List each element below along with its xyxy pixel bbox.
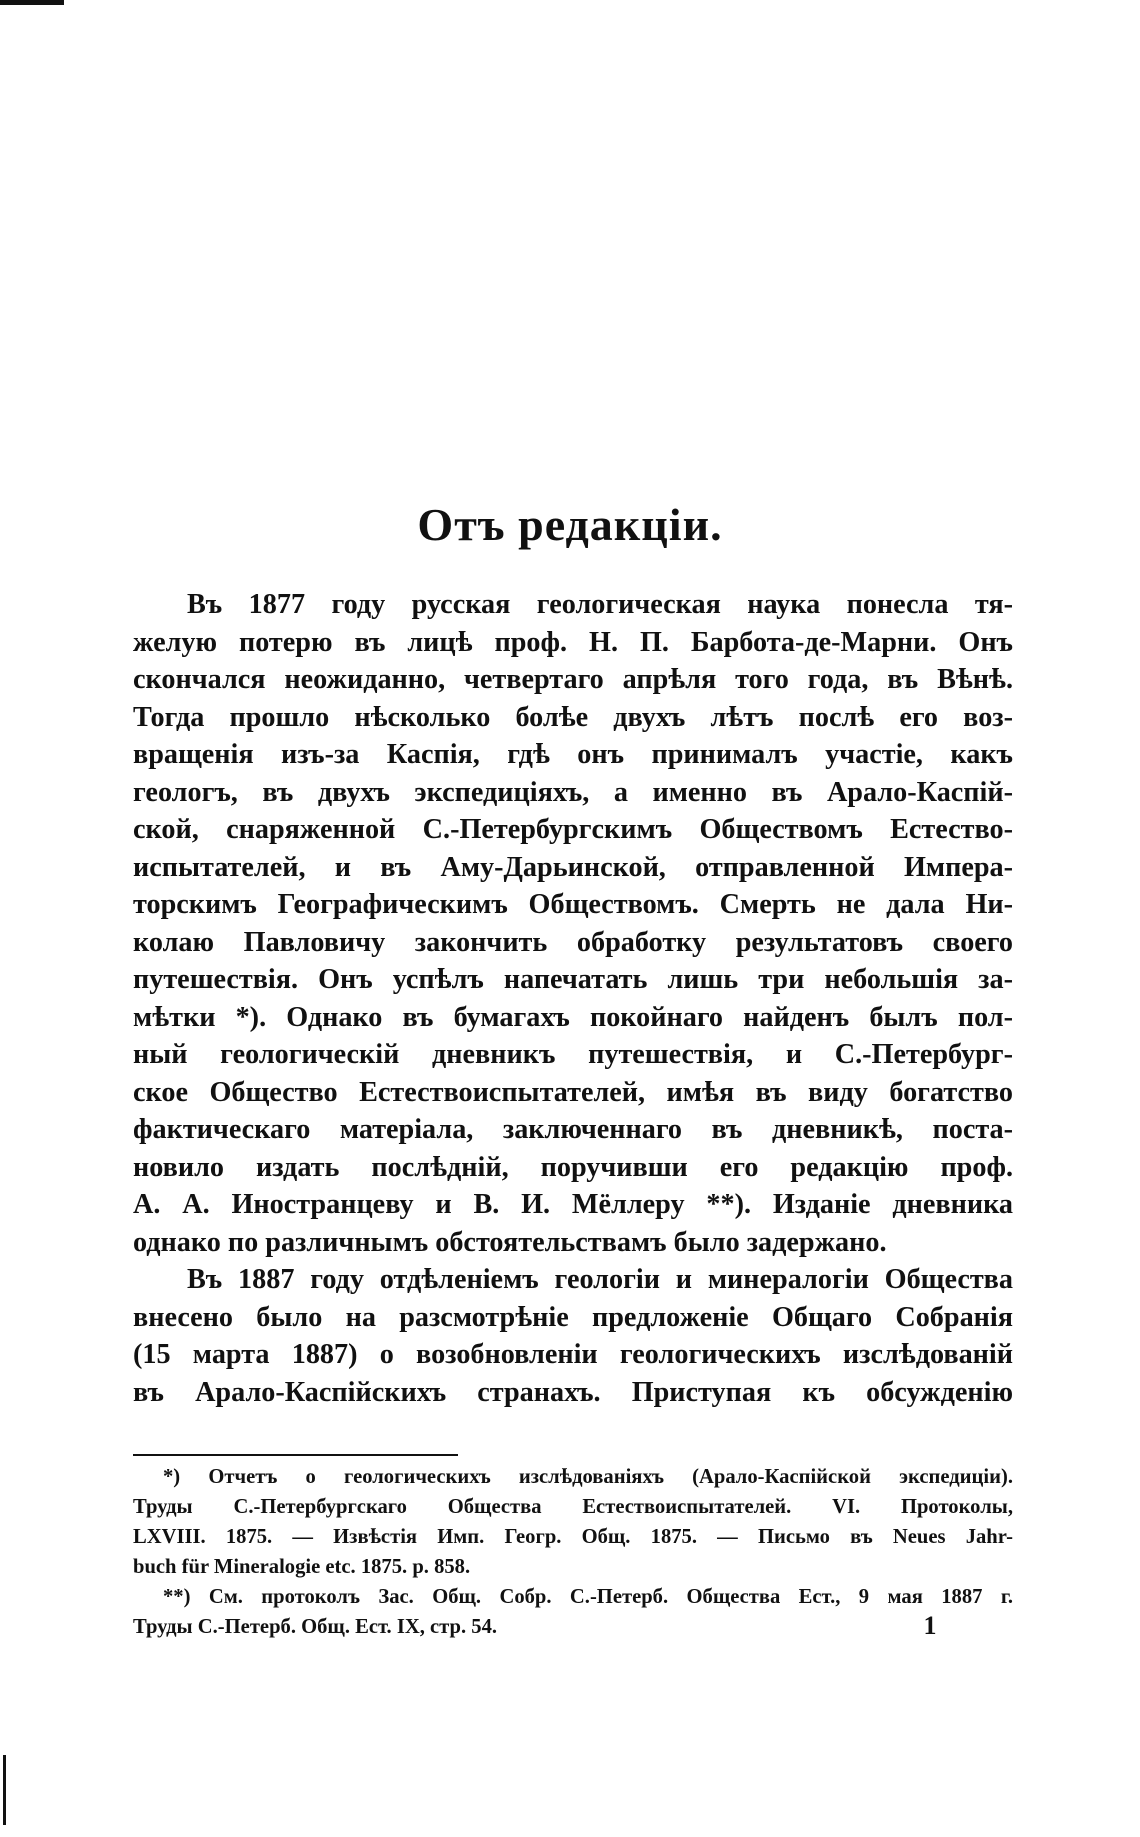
text-line: ный геологическій дневникъ путешествія, и С.-Петербург- [133, 1039, 1013, 1070]
footnote-line: **) См. протоколъ Зас. Общ. Собр. С.-Петерб. Общества Ест., 9 мая 1887 г. [163, 1586, 1013, 1608]
text-line: ской, снаряженной С.-Петербургскимъ Обществомъ Естество- [133, 814, 1013, 845]
text-line: желую потерю въ лицѣ проф. Н. П. Барбота-де-Марни. Онъ [133, 626, 1013, 658]
text-line: Въ 1877 году русская геологическая наука понесла тя- [187, 589, 1013, 620]
text-line: однако по различнымъ обстоятельствамъ было задержано. [133, 1226, 887, 1258]
text-line: вращенія изъ-за Каспія, гдѣ онъ принималъ участіе, какъ [133, 739, 1013, 770]
text-line: Въ 1887 году отдѣленіемъ геологіи и минералогіи Общества [187, 1264, 1013, 1295]
footnote-line: buch für Mineralogie etc. 1875. p. 858. [133, 1556, 471, 1578]
text-line: внесено было на разсмотрѣніе предложеніе Общаго Собранія [133, 1301, 1013, 1333]
text-line: новило издать послѣдній, поручивши его редакцію проф. [133, 1151, 1013, 1183]
edge-scan-mark [3, 1755, 6, 1825]
footnote-line: LXVIII. 1875. — Извѣстія Имп. Геогр. Общ. 1875. — Письмо въ Neues Jahr- [133, 1526, 1013, 1548]
text-line: въ Арало-Каспійскихъ странахъ. Приступая къ обсужденію [133, 1376, 1013, 1408]
footnote-line: *) Отчетъ о геологическихъ изслѣдованіяхъ (Арало-Каспійской экспедиціи). [163, 1466, 1013, 1488]
text-line: испытателей, и въ Аму-Дарьинской, отправленной Импера- [133, 851, 1013, 883]
text-line: путешествія. Онъ успѣлъ напечатать лишь три небольшія за- [133, 964, 1013, 995]
footnote-line: Труды С.-Петербургскаго Общества Естествоиспытателей. VI. Протоколы, [133, 1496, 1013, 1518]
text-line: мѣтки *). Однако въ бумагахъ покойнаго найденъ былъ пол- [133, 1001, 1013, 1033]
text-line: ское Общество Естествоиспытателей, имѣя въ виду богатство [133, 1076, 1013, 1108]
text-line: торскимъ Географическимъ Обществомъ. Смерть не дала Ни- [133, 889, 1013, 920]
footnotes [133, 1462, 1013, 1642]
text-line: фактическаго матеріала, заключеннаго въ дневникѣ, поста- [133, 1114, 1013, 1145]
text-line: (15 марта 1887) о возобновленіи геологическихъ изслѣдованій [133, 1339, 1013, 1370]
footnote-divider [133, 1454, 458, 1456]
main-text [133, 586, 1013, 1411]
page-number: 1 [923, 1611, 937, 1640]
text-line: А. А. Иностранцеву и В. И. Мёллеру **). Изданіе дневника [133, 1189, 1013, 1220]
text-line: геологъ, въ двухъ экспедиціяхъ, а именно въ Арало-Каспій- [133, 776, 1013, 808]
corner-scan-mark [0, 0, 64, 5]
text-line: колаю Павловичу закончить обработку результатовъ своего [133, 926, 1013, 958]
text-line: Тогда прошло нѣсколько болѣе двухъ лѣтъ послѣ его воз- [133, 701, 1013, 733]
text-line: скончался неожиданно, четвертаго апрѣля того года, въ Вѣнѣ. [133, 664, 1013, 695]
footnote-line: Труды С.-Петерб. Общ. Ест. IX, стр. 54. [133, 1616, 498, 1638]
page-title: Отъ редакціи. [417, 499, 723, 550]
